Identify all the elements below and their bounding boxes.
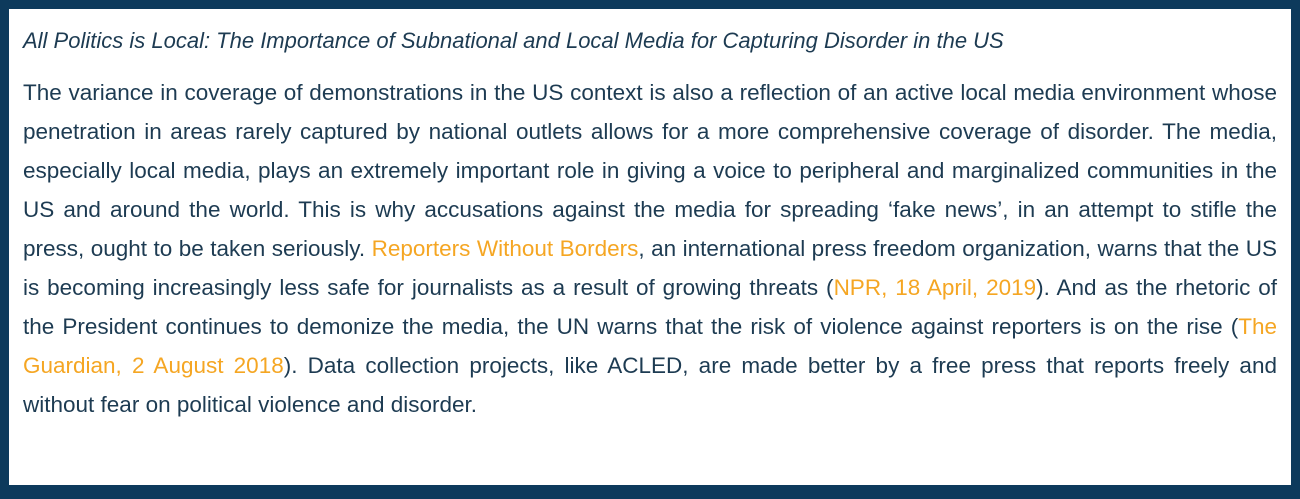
article-title: All Politics is Local: The Importance of Subnational and Local Media for Capturing Disorder in the US [23, 28, 1004, 53]
article-box [9, 9, 1291, 485]
paragraph-text: ). And as the rhetoric of the President continues to demonize the media, the UN warns that the risk of violence against reporters is on the rise ( [23, 275, 1277, 339]
paragraph-text: The variance in coverage of demonstrations in the US context is also a reflection of an active local media environment whose penetration in areas rarely captured by national outlets allows for a more comprehensive coverage of disorder. The media, especially local media, plays an extremely important role in giving a voice to peripheral and marginalized communities in the US and around the world. This is why accusations against the media for spreading ‘fake news’, in an attempt to stifle the press, ought to be taken seriously. [23, 80, 1277, 261]
reporters-without-borders-link[interactable]: Reporters Without Borders [371, 236, 639, 261]
article-paragraph [23, 73, 1277, 424]
npr-citation-link[interactable]: NPR, 18 April, 2019 [833, 275, 1037, 300]
paragraph-text: ). Data collection projects, like ACLED, are made better by a free press that reports freely and without fear on political violence and disorder. [23, 353, 1277, 417]
paragraph-text: , an international press freedom organization, warns that the US is becoming increasingly less safe for journalists as a result of growing threats ( [23, 236, 1277, 300]
guardian-citation-link[interactable]: The Guardian, 2 August 2018 [23, 314, 1277, 378]
